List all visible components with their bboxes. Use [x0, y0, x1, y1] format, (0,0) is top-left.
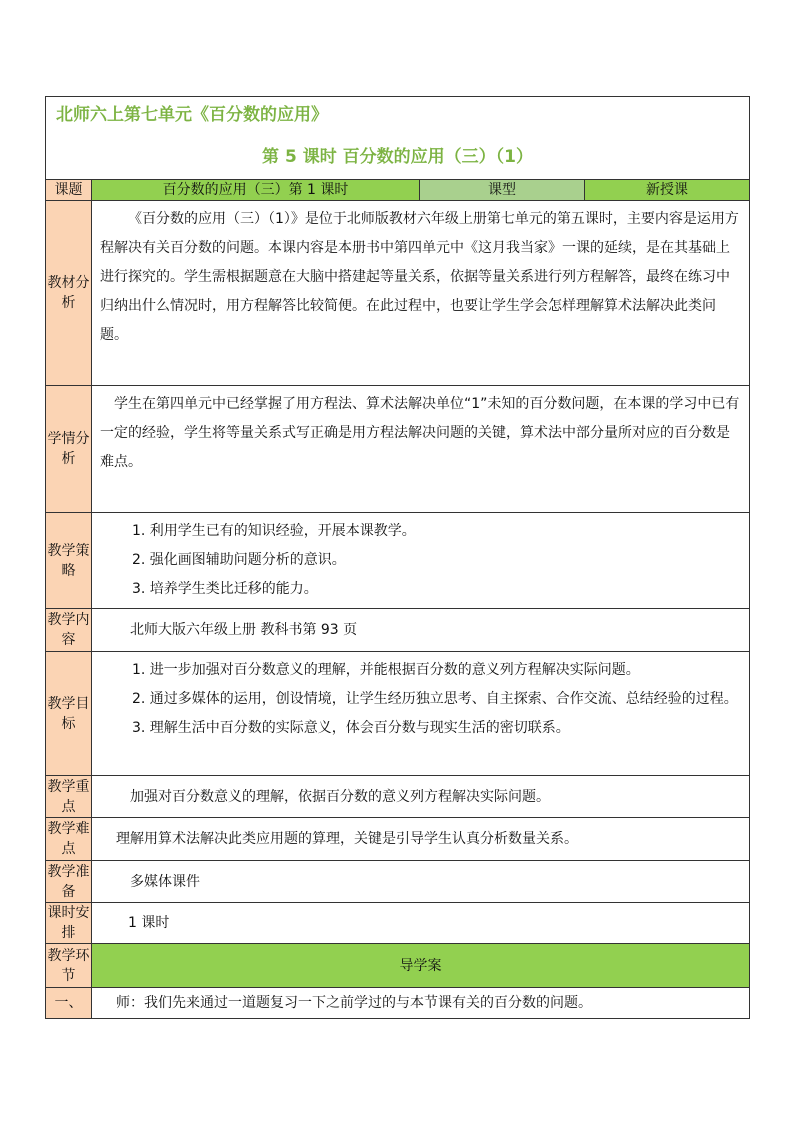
student-analysis-cell: [92, 386, 750, 513]
lesson-plan-sheet: [45, 96, 749, 1019]
goal-item: 2. 通过多媒体的运用，创设情境，让学生经历独立思考、自主探索、合作交流、总结经验的过程。: [132, 691, 738, 707]
strategy-row: [46, 513, 750, 609]
strategy-item: 2. 强化画图辅助问题分析的意识。: [132, 552, 346, 568]
goals-cell: [92, 652, 750, 776]
strategy-item: 1. 利用学生已有的知识经验，开展本课教学。: [132, 523, 416, 539]
goal-item: 1. 进一步加强对百分数意义的理解，并能根据百分数的意义列方程解决实际问题。: [132, 662, 640, 678]
key-points-text: 加强对百分数意义的理解，依据百分数的意义列方程解决实际问题。: [92, 776, 750, 818]
schedule-label: 课时安排: [46, 903, 92, 944]
title-cell: [46, 97, 750, 180]
student-analysis-text: 学生在第四单元中已经掌握了用方程法、算术法解决单位“1”未知的百分数问题，在本课的学习中已有一定的经验，学生将等量关系式写正确是用方程法解决问题的关键，算术法中部分量所对应的百分数是难点。: [100, 396, 740, 470]
title-row: [46, 97, 750, 180]
topic-label: 课题: [46, 180, 92, 201]
key-points-label: 教学重点: [46, 776, 92, 818]
content-text: 北师大版六年级上册 教科书第 93 页: [92, 609, 750, 652]
strategy-cell: [92, 513, 750, 609]
student-analysis-label: 学情分析: [46, 386, 92, 513]
goals-label: 教学目标: [46, 652, 92, 776]
type-label: 课型: [420, 180, 585, 201]
difficulties-text: 理解用算术法解决此类应用题的算理，关键是引导学生认真分析数量关系。: [92, 818, 750, 861]
content-label: 教学内容: [46, 609, 92, 652]
procedure-row: [46, 944, 750, 988]
preparation-text: 多媒体课件: [92, 861, 750, 903]
step-one-row: [46, 988, 750, 1019]
step-one-label: 一、: [46, 988, 92, 1019]
schedule-row: [46, 903, 750, 944]
textbook-analysis-cell: [92, 201, 750, 386]
textbook-analysis-row: [46, 201, 750, 386]
textbook-analysis-label: 教材分析: [46, 201, 92, 386]
procedure-label: 教学环节: [46, 944, 92, 988]
strategy-item: 3. 培养学生类比迁移的能力。: [132, 581, 318, 597]
lesson-plan-table: [45, 96, 750, 1019]
difficulties-row: [46, 818, 750, 861]
goal-item: 3. 理解生活中百分数的实际意义，体会百分数与现实生活的密切联系。: [132, 720, 570, 736]
strategy-label: 教学策略: [46, 513, 92, 609]
info-row: [46, 180, 750, 201]
step-one-text: 师：我们先来通过一道题复习一下之前学过的与本节课有关的百分数的问题。: [92, 988, 750, 1019]
student-analysis-row: [46, 386, 750, 513]
procedure-header: 导学案: [92, 944, 750, 988]
difficulties-label: 教学难点: [46, 818, 92, 861]
lesson-title: 第 5 课时 百分数的应用（三）（1）: [262, 147, 533, 167]
type-value: 新授课: [585, 180, 750, 201]
textbook-analysis-text: 《百分数的应用（三）（1）》是位于北师版教材六年级上册第七单元的第五课时，主要内容是运用方程解决有关百分数的问题。本课内容是本册书中第四单元中《这月我当家》一课的延续，是在其基础上进行探究的。学生需根据题意在大脑中搭建起等量关系，依据等量关系进行列方程解答，最终在练习中归纳出什么情况时，用方程解答比较简便。在此过程中，也要让学生学会怎样理解算术法解决此类问题。: [100, 211, 739, 343]
goals-row: [46, 652, 750, 776]
schedule-text: 1 课时: [92, 903, 750, 944]
preparation-row: [46, 861, 750, 903]
content-row: [46, 609, 750, 652]
topic-value: 百分数的应用（三）第 1 课时: [92, 180, 420, 201]
unit-title: 北师六上第七单元《百分数的应用》: [56, 105, 328, 125]
key-points-row: [46, 776, 750, 818]
preparation-label: 教学准备: [46, 861, 92, 903]
